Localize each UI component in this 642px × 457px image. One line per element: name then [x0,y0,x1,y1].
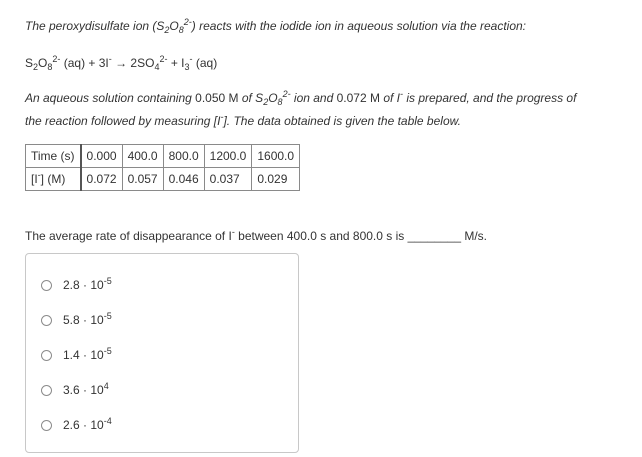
table-cell: 0.037 [204,168,252,191]
table-row [26,168,300,191]
option-3[interactable] [41,348,112,362]
answer-options-box [25,253,299,453]
option-4[interactable] [41,383,109,397]
description-line-2: the reaction followed by measuring [I-]. The data obtained is given the table below. [25,112,461,128]
question-prompt: The average rate of disappearance of I- between 400.0 s and 800.0 s is ________ M/s. [25,227,487,243]
reaction-equation: $S_2O_8^{2-}$ $(aq) + 3I^- \to 2SO_4^{2-} + I_3^-$ (aq) [25,54,218,72]
concentration-header: [I-] (M) [26,168,81,191]
table-cell: 800.0 [163,145,204,168]
intro-text: The peroxydisulfate ion $(S_2O_8^{2-})$ reacts with the iodide ion in aqueous solution via the reaction: [25,17,526,35]
radio-button[interactable] [41,315,52,326]
radio-button[interactable] [41,280,52,291]
option-label: $2.8 \cdot 10^{-5}$ [63,276,112,292]
option-label: $1.4 \cdot 10^{-5}$ [63,346,112,362]
radio-button[interactable] [41,350,52,361]
table-row [26,145,300,168]
data-table [25,144,300,191]
table-cell: 1600.0 [252,145,300,168]
option-label: $2.6 \cdot 10^{-4}$ [63,416,112,432]
table-cell: 1200.0 [204,145,252,168]
time-header: Time (s) [26,145,81,168]
description-line-1: An aqueous solution containing 0.050 M of $S_2O_8^{2-}$ ion and 0.072 M of I- is prepared, and the progress of [25,89,577,107]
table-cell: 0.029 [252,168,300,191]
option-label: $5.8 \cdot 10^{-5}$ [63,311,112,327]
option-1[interactable] [41,278,112,292]
radio-button[interactable] [41,385,52,396]
table-cell: 0.057 [122,168,163,191]
table-cell: 0.072 [81,168,123,191]
table-cell: 400.0 [122,145,163,168]
table-cell: 0.046 [163,168,204,191]
radio-button[interactable] [41,420,52,431]
option-2[interactable] [41,313,112,327]
option-label: $3.6 \cdot 10^4$ [63,381,109,397]
option-5[interactable] [41,418,112,432]
table-cell: 0.000 [81,145,123,168]
